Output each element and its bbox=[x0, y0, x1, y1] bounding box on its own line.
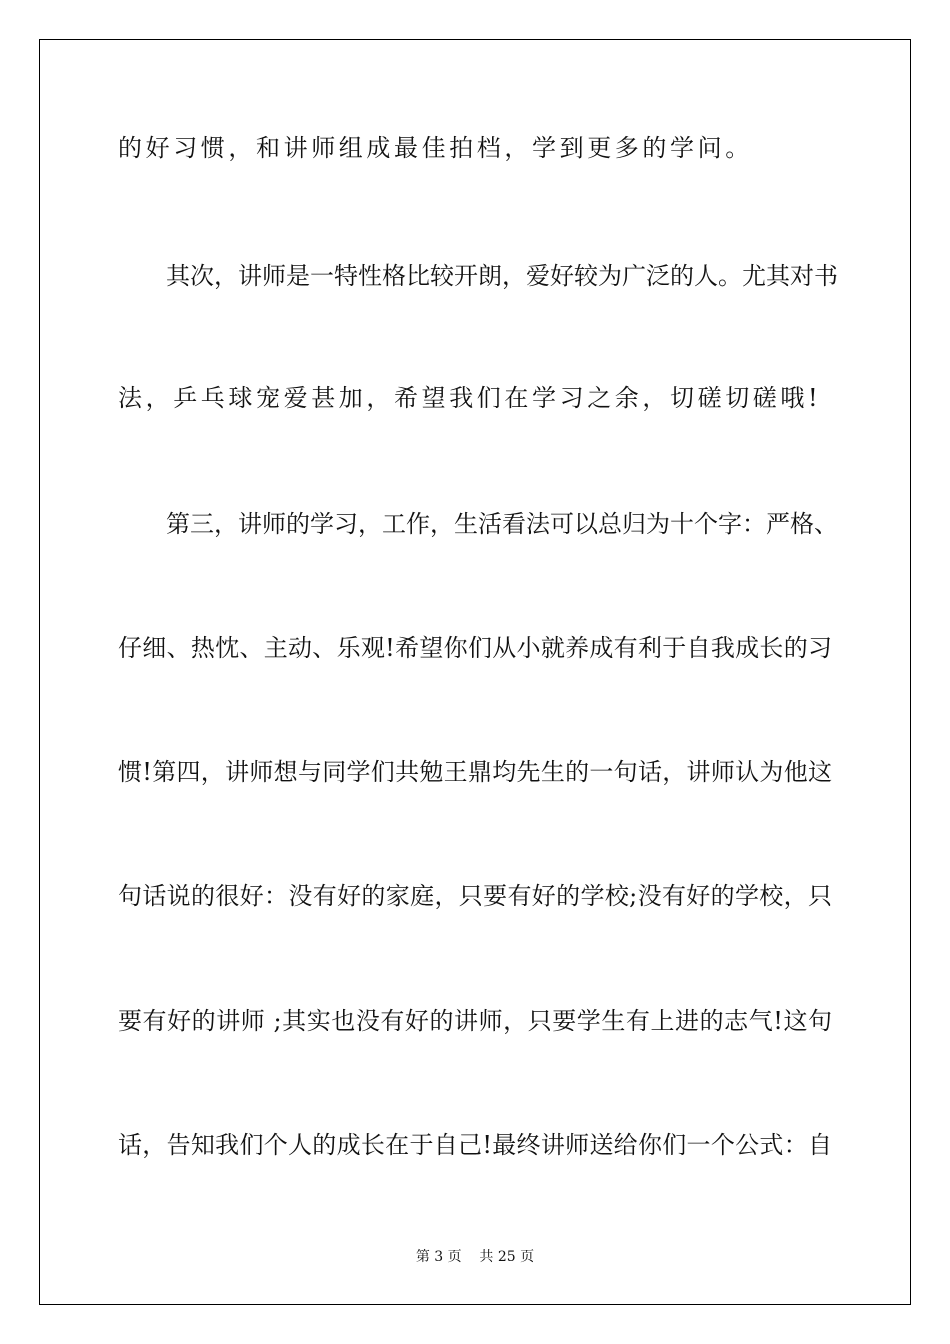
paragraph-line-5: 仔细、热忱、主动、乐观!希望你们从小就养成有利于自我成长的习 bbox=[118, 634, 832, 662]
paragraph-line-6: 惯!第四，讲师想与同学们共勉王鼎均先生的一句话，讲师认为他这 bbox=[118, 758, 832, 786]
paragraph-line-7: 句话说的很好：没有好的家庭，只要有好的学校;没有好的学校，只 bbox=[118, 882, 832, 910]
paragraph-line-1: 的好习惯，和讲师组成最佳拍档，学到更多的学问。 bbox=[118, 134, 753, 162]
page-border bbox=[39, 39, 911, 1305]
paragraph-line-3: 法，乒乓球宠爱甚加，希望我们在学习之余，切磋切磋哦! bbox=[118, 384, 822, 412]
paragraph-line-2: 其次，讲师是一特性格比较开朗，爱好较为广泛的人。尤其对书 bbox=[166, 262, 838, 290]
paragraph-line-4: 第三，讲师的学习，工作，生活看法可以总归为十个字：严格、 bbox=[166, 510, 838, 538]
page-number: 第 3 页 共 25 页 bbox=[415, 1249, 535, 1265]
paragraph-line-9: 话，告知我们个人的成长在于自己!最终讲师送给你们一个公式：自 bbox=[118, 1131, 832, 1159]
paragraph-line-8: 要有好的讲师 ;其实也没有好的讲师，只要学生有上进的志气!这句 bbox=[118, 1007, 832, 1035]
